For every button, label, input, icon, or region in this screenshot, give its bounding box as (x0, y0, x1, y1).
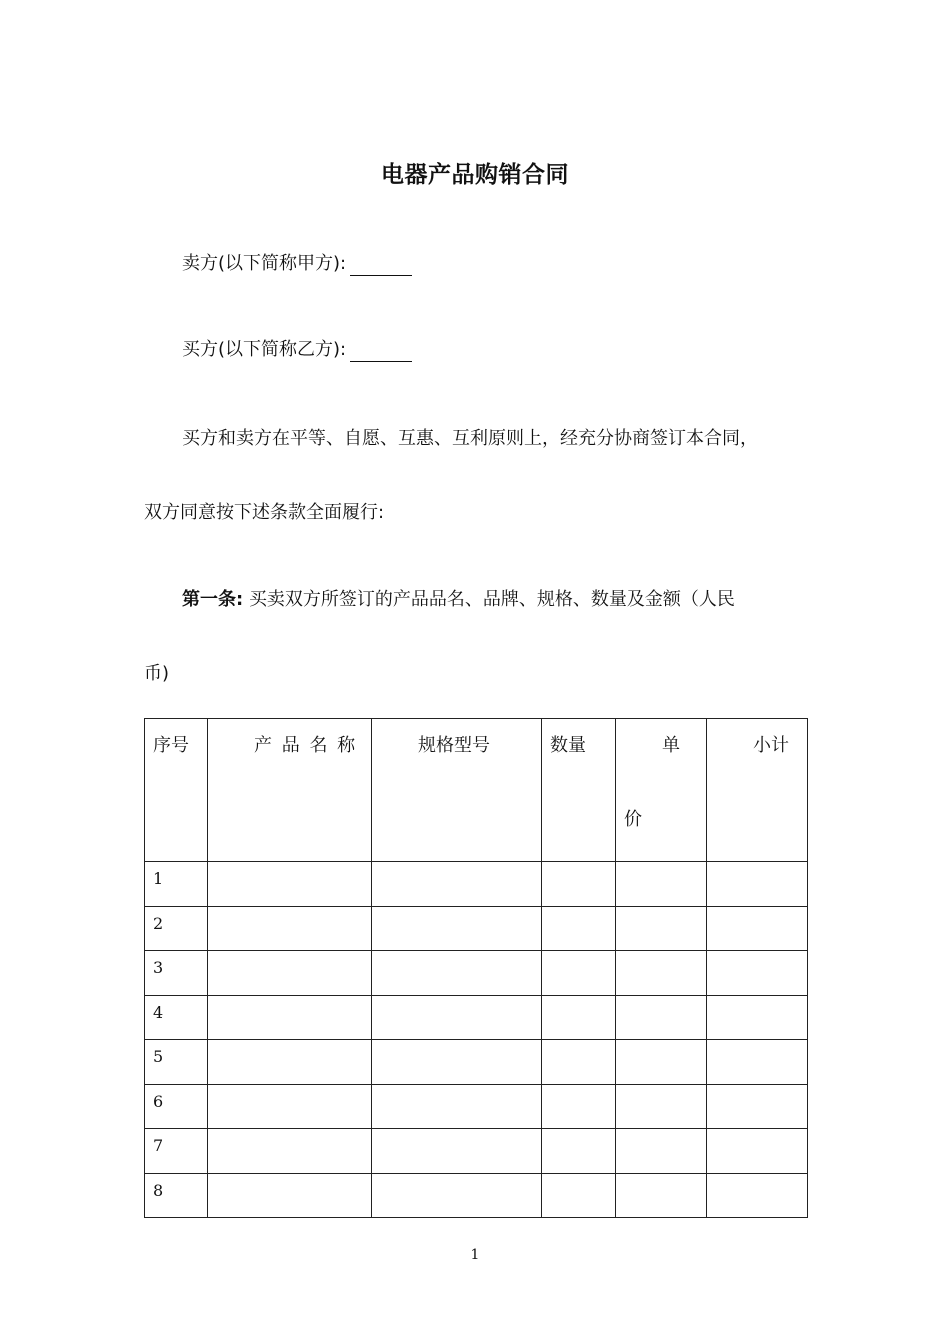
cell-subtotal[interactable] (707, 1173, 808, 1218)
buyer-line (182, 338, 412, 362)
header-product-name: 产 品 名 称 (208, 719, 372, 862)
cell-name[interactable] (208, 1040, 372, 1085)
table-row (145, 1173, 808, 1218)
table-row (145, 995, 808, 1040)
cell-qty[interactable] (542, 1129, 616, 1174)
cell-qty[interactable] (542, 862, 616, 907)
row-number-cell: 6 (145, 1084, 208, 1129)
cell-price[interactable] (616, 995, 707, 1040)
cell-spec[interactable] (372, 1084, 542, 1129)
cell-spec[interactable] (372, 1040, 542, 1085)
intro-line-1: 买方和卖方在平等、自愿、互惠、互利原则上，经充分协商签订本合同， (182, 428, 758, 449)
cell-price[interactable] (616, 1173, 707, 1218)
article-1-text: 买卖双方所签订的产品品名、品牌、规格、数量及金额（人民 (248, 589, 735, 610)
cell-spec[interactable] (372, 1129, 542, 1174)
seller-label: 卖方(以下简称甲方): (182, 253, 347, 274)
seller-line (182, 252, 412, 276)
buyer-label: 买方(以下简称乙方): (182, 339, 347, 360)
buyer-blank (350, 343, 412, 362)
cell-subtotal[interactable] (707, 906, 808, 951)
table-row (145, 1129, 808, 1174)
cell-subtotal[interactable] (707, 1084, 808, 1129)
cell-spec[interactable] (372, 995, 542, 1040)
cell-name[interactable] (208, 1084, 372, 1129)
seller-blank (350, 257, 412, 276)
header-unit-price-b: 价 (624, 809, 642, 830)
table-row (145, 1040, 808, 1085)
document-title: 电器产品购销合同 (381, 162, 569, 188)
table-row (145, 906, 808, 951)
cell-qty[interactable] (542, 1040, 616, 1085)
cell-spec[interactable] (372, 1173, 542, 1218)
row-number-cell: 7 (145, 1129, 208, 1174)
header-quantity: 数量 (542, 719, 616, 862)
header-seq: 序号 (145, 719, 208, 862)
page-number: 1 (470, 1247, 480, 1263)
cell-subtotal[interactable] (707, 951, 808, 996)
header-spec-model: 规格型号 (372, 719, 542, 862)
cell-price[interactable] (616, 862, 707, 907)
cell-name[interactable] (208, 906, 372, 951)
cell-price[interactable] (616, 1040, 707, 1085)
table-header-row (145, 719, 808, 862)
cell-qty[interactable] (542, 995, 616, 1040)
cell-name[interactable] (208, 951, 372, 996)
cell-price[interactable] (616, 1084, 707, 1129)
header-unit-price (616, 719, 707, 862)
cell-qty[interactable] (542, 1173, 616, 1218)
cell-spec[interactable] (372, 906, 542, 951)
cell-subtotal[interactable] (707, 995, 808, 1040)
cell-subtotal[interactable] (707, 1129, 808, 1174)
article-1-line (182, 588, 735, 612)
cell-spec[interactable] (372, 862, 542, 907)
row-number-cell: 4 (145, 995, 208, 1040)
article-1-continuation: 币) (144, 663, 170, 684)
table-row (145, 862, 808, 907)
cell-qty[interactable] (542, 1084, 616, 1129)
header-subtotal: 小计 (707, 719, 808, 862)
article-1-heading: 第一条: (182, 589, 244, 610)
cell-qty[interactable] (542, 906, 616, 951)
cell-price[interactable] (616, 951, 707, 996)
cell-qty[interactable] (542, 951, 616, 996)
cell-name[interactable] (208, 1129, 372, 1174)
cell-price[interactable] (616, 906, 707, 951)
intro-line-2: 双方同意按下述条款全面履行: (144, 502, 385, 523)
row-number-cell: 1 (145, 862, 208, 907)
row-number-cell: 2 (145, 906, 208, 951)
header-unit-price-a: 单 (662, 735, 680, 756)
row-number-cell: 8 (145, 1173, 208, 1218)
row-number-cell: 3 (145, 951, 208, 996)
row-number-cell: 5 (145, 1040, 208, 1085)
cell-name[interactable] (208, 862, 372, 907)
table-row (145, 1084, 808, 1129)
cell-subtotal[interactable] (707, 862, 808, 907)
cell-spec[interactable] (372, 951, 542, 996)
cell-price[interactable] (616, 1129, 707, 1174)
cell-name[interactable] (208, 1173, 372, 1218)
table-row (145, 951, 808, 996)
cell-name[interactable] (208, 995, 372, 1040)
cell-subtotal[interactable] (707, 1040, 808, 1085)
product-table (144, 718, 808, 1218)
